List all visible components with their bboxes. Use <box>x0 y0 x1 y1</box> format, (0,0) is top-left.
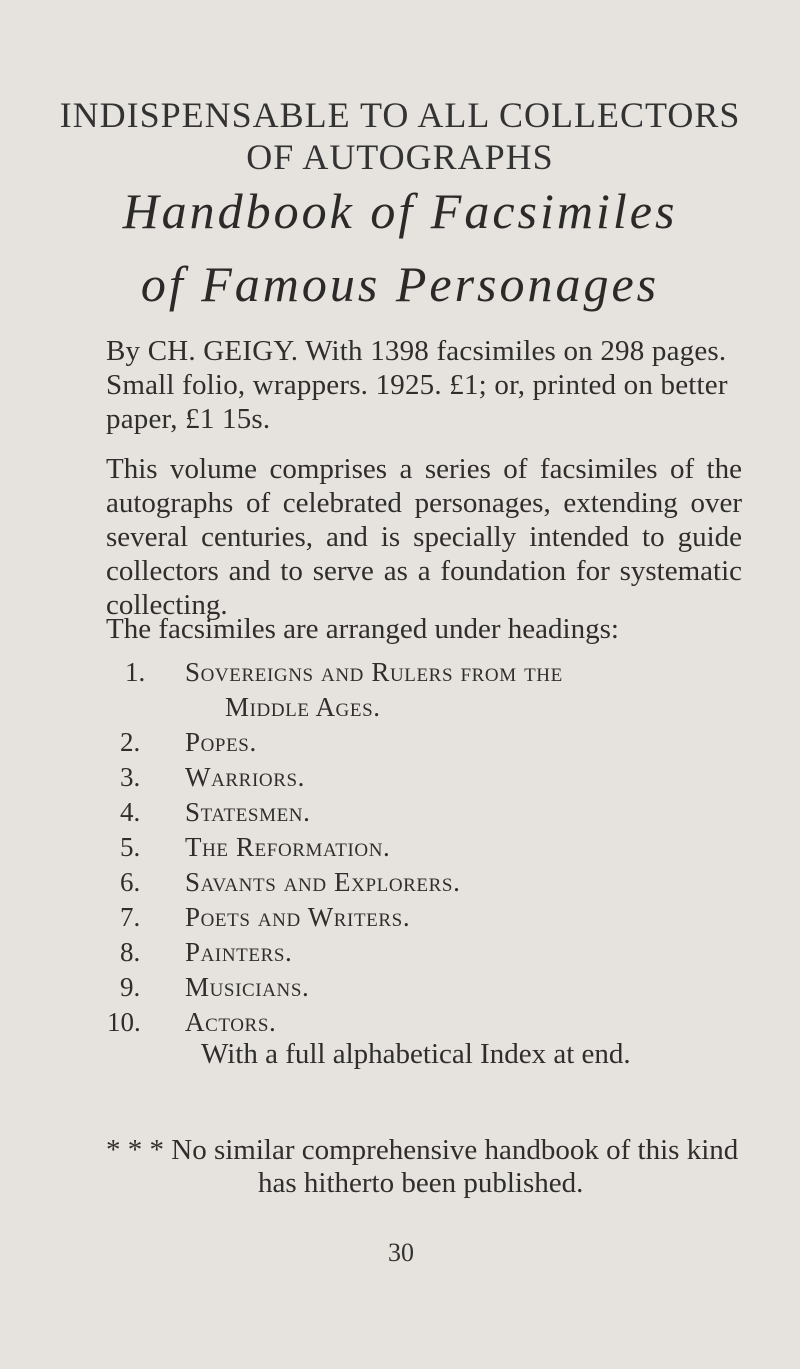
book-title-line-1: Handbook of Facsimiles <box>122 183 678 239</box>
list-item <box>107 1005 760 1040</box>
list-item <box>120 830 760 865</box>
list-item-label: Actors. <box>185 1007 277 1037</box>
list-item-label: Painters. <box>185 937 293 967</box>
page-number: 30 <box>388 1238 414 1267</box>
list-item-label: Warriors. <box>185 762 305 792</box>
list-item <box>120 935 760 970</box>
headings-list <box>107 655 760 1040</box>
list-item-label: Savants and Explorers. <box>185 867 461 897</box>
list-item-label: Statesmen. <box>185 797 311 827</box>
list-item-number: 2. <box>120 727 141 757</box>
publication-details: By CH. GEIGY. With 1398 facsimiles on 298 pages. Small folio, wrappers. 1925. £1; or, printed on better paper, £1 15s. <box>106 335 728 435</box>
index-note: With a full alphabetical Index at end. <box>201 1038 631 1070</box>
heading-line-2: OF AUTOGRAPHS <box>246 137 554 177</box>
book-title-line-2: of Famous Personages <box>140 256 660 312</box>
list-item-number: 1. <box>125 657 146 687</box>
list-item-number: 9. <box>120 972 141 1002</box>
list-item <box>120 725 760 760</box>
list-item-label: Popes. <box>185 727 257 757</box>
list-item-number: 4. <box>120 797 141 827</box>
list-item-label: Sovereigns and Rulers from the Middle Ages. <box>185 657 563 722</box>
list-item-label: Poets and Writers. <box>185 902 411 932</box>
list-item <box>120 900 760 935</box>
footnote-line-2: has hitherto been published. <box>258 1167 584 1199</box>
list-item <box>120 795 760 830</box>
list-item-number: 7. <box>120 902 141 932</box>
footnote-line-1: * * * No similar comprehensive handbook of this kind <box>106 1134 739 1166</box>
list-item <box>120 760 760 795</box>
list-item-number: 3. <box>120 762 141 792</box>
arrangement-intro: The facsimiles are arranged under headings: <box>106 613 619 645</box>
list-item <box>120 865 760 900</box>
description-paragraph: This volume comprises a series of facsimiles of the autographs of celebrated personages, extending over several centuries, and is specially intended to guide collectors and to serve as a foundation for systematic collecting. <box>106 453 742 621</box>
list-item-number: 10. <box>107 1007 141 1037</box>
footnote <box>106 1134 766 1200</box>
list-item-label: The Reformation. <box>185 832 391 862</box>
list-item <box>120 655 760 725</box>
list-item-number: 8. <box>120 937 141 967</box>
list-item-label: Musicians. <box>185 972 310 1002</box>
list-item-number: 6. <box>120 867 141 897</box>
list-item-number: 5. <box>120 832 141 862</box>
list-item <box>120 970 760 1005</box>
heading-line-1: INDISPENSABLE TO ALL COLLECTORS <box>59 95 741 135</box>
